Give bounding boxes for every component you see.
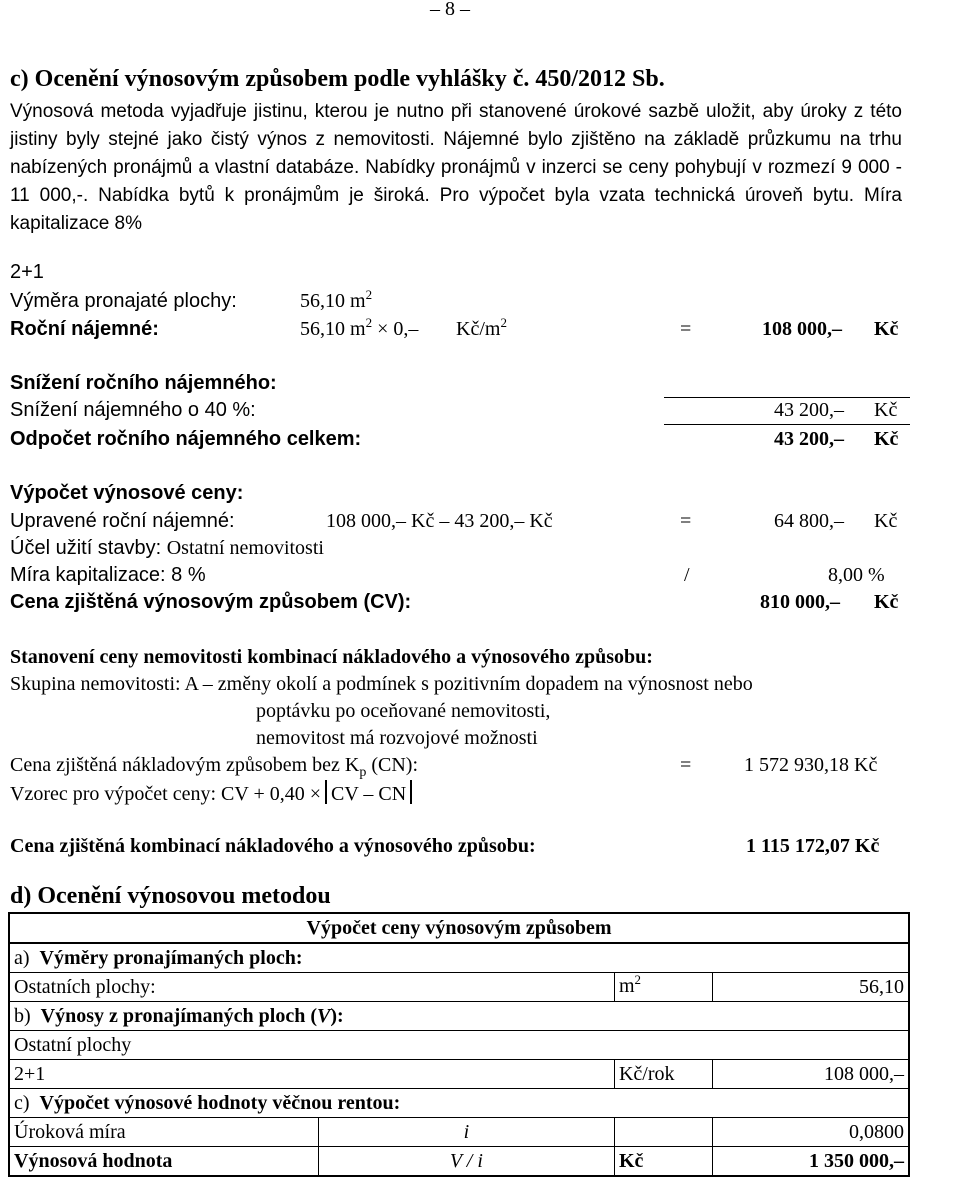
table-row bbox=[9, 1118, 909, 1147]
page-number: – 8 – bbox=[430, 0, 470, 20]
adjusted-rent-formula: 108 000,– Kč – 43 200,– Kč bbox=[326, 510, 553, 532]
income-value-formula: V / i bbox=[318, 1147, 614, 1177]
cap-rate-value: 8,00 % bbox=[828, 564, 885, 586]
table-row bbox=[9, 1147, 909, 1177]
interest-unit bbox=[614, 1118, 712, 1147]
combo-heading: Stanovení ceny nemovitosti kombinací nákladového a výnosového způsobu: bbox=[10, 646, 653, 668]
unit-row-value: 108 000,– bbox=[712, 1060, 909, 1089]
reduction-total-rule bbox=[664, 424, 910, 425]
area-value: 56,10 $m^2$ bbox=[300, 287, 373, 312]
area-row-unit: $m^2$ bbox=[614, 973, 712, 1002]
area-row-value: 56,10 bbox=[712, 973, 909, 1002]
cn-value: 1 572 930,18 Kč bbox=[744, 754, 878, 776]
income-table bbox=[8, 912, 910, 1177]
interest-label: Úroková míra bbox=[9, 1118, 318, 1147]
adjusted-rent-currency: Kč bbox=[874, 510, 898, 532]
final-label: Cena zjištěná kombinací nákladového a výnosového způsobu: bbox=[10, 835, 536, 857]
table-row bbox=[9, 1002, 909, 1031]
reduction-total-value: 43 200,– bbox=[774, 428, 844, 450]
area-label: Výměra pronajaté plochy: bbox=[10, 290, 237, 312]
adjusted-rent-equals: = bbox=[680, 510, 692, 532]
section-d-heading: d) Ocenění výnosovou metodou bbox=[10, 883, 331, 909]
income-value-currency: Kč bbox=[614, 1147, 712, 1177]
group-line3: nemovitost má rozvojové možnosti bbox=[256, 727, 538, 749]
reduction-currency: Kč bbox=[874, 399, 898, 421]
reduction-heading: Snížení ročního nájemného: bbox=[10, 372, 277, 394]
table-title: Výpočet ceny výnosovým způsobem bbox=[9, 913, 909, 943]
other-areas-row: Ostatní plochy bbox=[9, 1031, 909, 1060]
section-c-heading: c) Ocenění výnosovým způsobem podle vyhlášky č. 450/2012 Sb. bbox=[10, 66, 665, 92]
rent-value: 108 000,– bbox=[762, 318, 842, 340]
section-a-row: a) Výměry pronajímaných ploch: bbox=[9, 943, 909, 973]
intro-paragraph: Výnosová metoda vyjadřuje jistinu, kterou je nutno při stanovené úrokové sazbě uložit, aby úroky z této jistiny byly stejné jako čistý výnos z nemovitosti. Nájemné bylo zjištěno na základě průzkumu na trhu nabízených pronájmů a vlastní databáze. Nabídky pronájmů v inzerci se ceny pohybují v rozmezí 9 000 - 11 000,-. Nabídka bytů k pronájmům je široká. Pro výpočet byla vzata technická úroveň bytu. Míra kapitalizace 8% bbox=[10, 101, 902, 234]
section-c-row: c) Výpočet výnosové hodnoty věčnou rentou: bbox=[9, 1089, 909, 1118]
income-value-amount: 1 350 000,– bbox=[712, 1147, 909, 1177]
unit-type: 2+1 bbox=[10, 261, 44, 283]
rent-formula-unit: $Kč/m^2$ bbox=[456, 315, 507, 340]
table-title-row bbox=[9, 913, 909, 943]
final-value: 1 115 172,07 Kč bbox=[746, 835, 880, 857]
reduction-value: 43 200,– bbox=[774, 399, 844, 421]
adjusted-rent-value: 64 800,– bbox=[774, 510, 844, 532]
reduction-total-currency: Kč bbox=[874, 428, 899, 450]
building-use: Účel užití stavby: Ostatní nemovitosti bbox=[10, 537, 324, 559]
section-b-row: b) Výnosy z pronajímaných ploch (V): bbox=[9, 1002, 909, 1031]
cap-rate-op: / bbox=[684, 564, 690, 586]
cn-label: Cena zjištěná nákladovým způsobem bez $K_p$ (CN): bbox=[10, 754, 419, 780]
interest-value: 0,0800 bbox=[712, 1118, 909, 1147]
table-row bbox=[9, 1089, 909, 1118]
cv-currency: Kč bbox=[874, 591, 899, 613]
cn-equals: = bbox=[680, 754, 692, 776]
interest-symbol: i bbox=[318, 1118, 614, 1147]
adjusted-rent-label: Upravené roční nájemné: bbox=[10, 510, 235, 532]
table-row bbox=[9, 1031, 909, 1060]
rent-equals: = bbox=[680, 318, 692, 340]
group-line2: poptávku po oceňované nemovitosti, bbox=[256, 700, 551, 722]
unit-row-label: 2+1 bbox=[9, 1060, 614, 1089]
cv-label: Cena zjištěná výnosovým způsobem (CV): bbox=[10, 591, 412, 613]
calc-heading: Výpočet výnosové ceny: bbox=[10, 482, 244, 504]
table-row bbox=[9, 943, 909, 973]
area-row-label: Ostatních plochy: bbox=[9, 973, 614, 1002]
rent-label: Roční nájemné: bbox=[10, 318, 159, 340]
cap-rate-label: Míra kapitalizace: 8 % bbox=[10, 564, 206, 586]
rent-currency: Kč bbox=[874, 318, 899, 340]
formula: Vzorec pro výpočet ceny: CV + 0,40 × CV – CN bbox=[10, 780, 416, 806]
reduction-total-label: Odpočet ročního nájemného celkem: bbox=[10, 428, 362, 450]
table-row bbox=[9, 1060, 909, 1089]
rent-formula: 56,10 $m^2 \times 0,-$ bbox=[300, 315, 419, 340]
cv-value: 810 000,– bbox=[760, 591, 840, 613]
unit-row-unit: Kč/rok bbox=[614, 1060, 712, 1089]
group-line1: Skupina nemovitosti: A – změny okolí a podmínek s pozitivním dopadem na výnosnost nebo bbox=[10, 673, 753, 695]
reduction-label: Snížení nájemného o 40 %: bbox=[10, 399, 256, 421]
income-value-label: Výnosová hodnota bbox=[9, 1147, 318, 1177]
table-row bbox=[9, 973, 909, 1002]
